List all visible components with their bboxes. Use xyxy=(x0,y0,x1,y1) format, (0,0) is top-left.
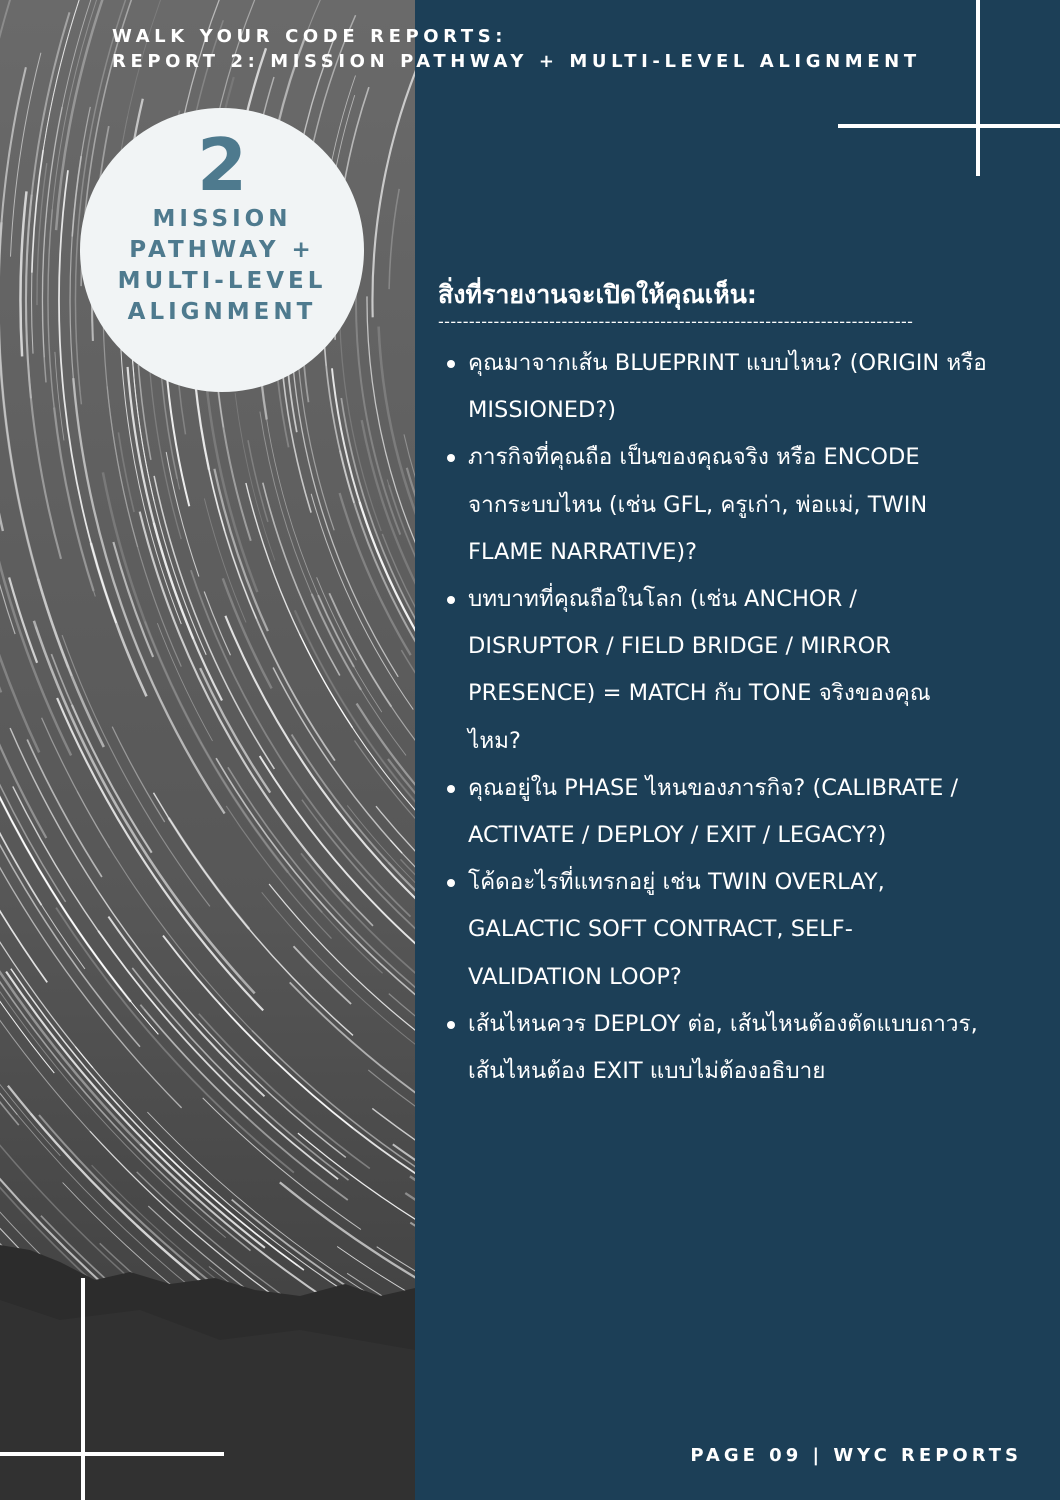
list-item-line: ไหม? xyxy=(468,727,521,754)
list-item xyxy=(440,859,1040,1001)
badge-title-line: PATHWAY + xyxy=(129,237,315,263)
list-item-line: เส้นไหนควร DEPLOY ต่อ, เส้นไหนต้องตัดแบบถาวร, xyxy=(468,1010,978,1037)
decorative-cross-line xyxy=(838,124,1060,128)
list-item-line: เส้นไหนต้อง EXIT แบบไม่ต้องอธิบาย xyxy=(468,1058,826,1085)
badge-title-line: MULTI-LEVEL xyxy=(117,268,327,294)
list-item-line: จากระบบไหน (เช่น GFL, ครูเก่า, พ่อแม่, TWIN xyxy=(468,491,928,518)
list-item xyxy=(440,434,1040,576)
list-item-line: ภารกิจที่คุณถือ เป็นของคุณจริง หรือ ENCODE xyxy=(468,444,920,471)
list-item-line: PRESENCE) = MATCH กับ TONE จริงของคุณ xyxy=(468,680,931,707)
report-number: 2 xyxy=(196,123,248,207)
list-item-line: DISRUPTOR / FIELD BRIDGE / MIRROR xyxy=(468,633,891,660)
list-item-line: VALIDATION LOOP? xyxy=(468,963,682,990)
decorative-cross-line xyxy=(0,1452,224,1456)
list-item xyxy=(440,1001,1040,1095)
section-heading: สิ่งที่รายงานจะเปิดให้คุณเห็น: xyxy=(438,280,757,309)
list-item xyxy=(440,576,1040,765)
page-footer: PAGE 09 | WYC REPORTS xyxy=(690,1445,1022,1466)
list-item-line: FLAME NARRATIVE)? xyxy=(468,538,698,565)
list-item xyxy=(440,765,1040,859)
list-item-line: ACTIVATE / DEPLOY / EXIT / LEGACY?) xyxy=(468,822,887,849)
report-items-list xyxy=(440,340,1040,1095)
bullet-icon xyxy=(447,596,455,604)
list-item-line: MISSIONED?) xyxy=(468,397,617,424)
list-item-line: GALACTIC SOFT CONTRACT, SELF- xyxy=(468,916,853,943)
report-title: REPORT 2: MISSION PATHWAY + MULTI-LEVEL ALIGNMENT xyxy=(112,51,921,72)
list-item-line: บทบาทที่คุณถือในโลก (เช่น ANCHOR / xyxy=(468,586,857,613)
list-item-line: โค้ดอะไรที่แทรกอยู่ เช่น TWIN OVERLAY, xyxy=(468,869,885,896)
list-item-line: คุณมาจากเส้น BLUEPRINT แบบไหน? (ORIGIN หรือ xyxy=(468,350,987,376)
badge-title xyxy=(90,204,354,328)
bullet-icon xyxy=(447,785,455,793)
bullet-icon xyxy=(447,360,455,368)
list-item-line: คุณอยู่ใน PHASE ไหนของภารกิจ? (CALIBRATE / xyxy=(468,774,959,801)
badge-title-line: MISSION xyxy=(152,206,292,232)
report-number-badge xyxy=(80,108,364,392)
report-series-title: WALK YOUR CODE REPORTS: xyxy=(112,26,508,47)
bullet-icon xyxy=(447,454,455,462)
list-item xyxy=(440,340,1040,434)
dashed-divider: ----------------------------------------------------------------------------- xyxy=(438,313,914,331)
decorative-cross-line xyxy=(81,1278,85,1500)
decorative-cross-line xyxy=(976,0,980,176)
badge-title-line: ALIGNMENT xyxy=(127,299,317,325)
bullet-icon xyxy=(447,879,455,887)
bullet-icon xyxy=(447,1021,455,1029)
